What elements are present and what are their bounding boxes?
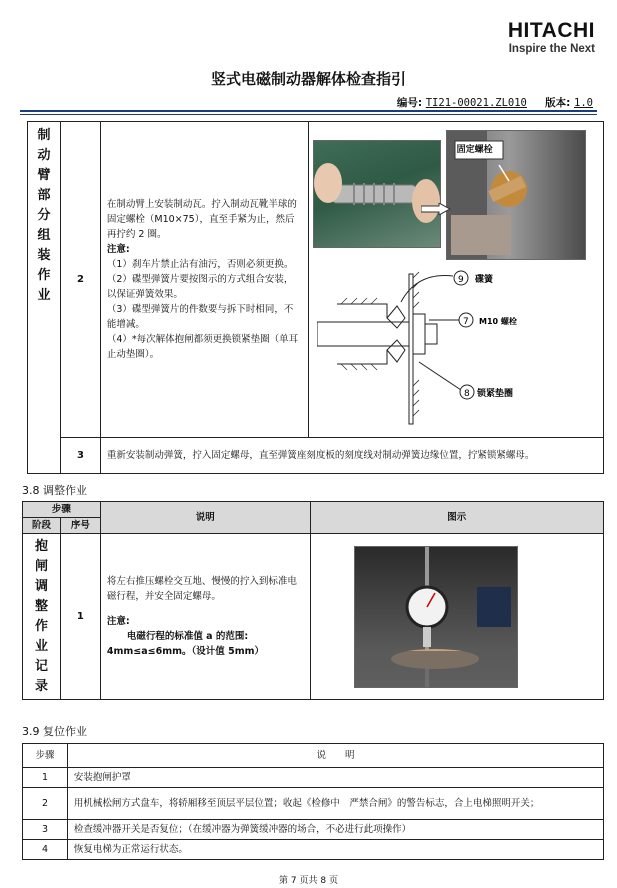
- doc-meta: [397, 95, 593, 110]
- step-number: 4: [23, 840, 68, 860]
- step-number: 1: [23, 768, 68, 788]
- note-title: 注意:: [106, 616, 130, 627]
- dial-gauge-photo: [354, 546, 518, 688]
- note-title: 注意:: [106, 244, 130, 255]
- version-value: 1.0: [574, 97, 593, 109]
- header-rule: [20, 110, 597, 112]
- brand-logo: HITACHI: [507, 19, 595, 42]
- note-item: （2）碟型弹簧片要按图示的方式组合安装，以保证弹簧效果。: [106, 274, 294, 300]
- section-title-3-8: 3.8 调整作业: [22, 484, 87, 497]
- header-rule-thin: [20, 114, 597, 115]
- phase-cell: [23, 534, 61, 700]
- code-value: TI21-00021.ZL010: [425, 97, 527, 109]
- note-item: （1）刹车片禁止沾有油污，否则必须更换。: [106, 259, 294, 270]
- figure-cell: [308, 122, 603, 438]
- callout-8: 8: [463, 389, 470, 399]
- arrow-icon: [421, 203, 451, 215]
- version-label: 版本:: [545, 97, 571, 109]
- header-steps: 步骤: [23, 502, 101, 518]
- brand-block: [508, 20, 595, 55]
- figure-cell: [310, 534, 603, 700]
- step-number: 3: [60, 438, 100, 474]
- step-number: 2: [60, 122, 100, 438]
- label-bolt: M10 螺栓: [478, 317, 517, 326]
- note-item: （3）碟型弹簧片的件数要与拆下时相同，不能增减。: [106, 304, 294, 330]
- phase-cell: [28, 122, 61, 474]
- document-title: 竖式电磁制动器解体检查指引: [210, 70, 406, 88]
- step-number: 2: [23, 788, 68, 820]
- step-text: 在制动臂上安装制动瓦。拧入制动瓦靴半球的固定螺栓（M10×75），直至手紧为止，然后再拧约 2 圈。: [106, 199, 297, 240]
- step-description: 安装抱闸护罩: [67, 768, 603, 788]
- phase-label: 抱闸调整作业记录: [34, 538, 48, 694]
- step-description: 用机械松闸方式盘车，将轿厢移至顶层平层位置；收起《检修中 严禁合闸》的警告标志，合上电梯照明开关；: [67, 788, 603, 820]
- header-phase: 阶段: [23, 518, 61, 534]
- note-line: 4mm≤a≤6mm。（设计值 5mm）: [106, 646, 264, 657]
- label-disc-spring: 碟簧: [474, 275, 493, 285]
- step-number: 3: [23, 820, 68, 840]
- phase-label: 制动臂部分组装作业: [37, 128, 51, 303]
- header-figure: 图示: [310, 502, 603, 534]
- label-lock-washer: 锁紧垫圈: [476, 389, 513, 399]
- step-number: 1: [60, 534, 100, 700]
- callout-9: 9: [457, 275, 464, 285]
- photo-label: 固定螺栓: [456, 145, 493, 155]
- reset-table: [22, 743, 604, 860]
- bolt-photo: [313, 140, 441, 248]
- callout-7: 7: [462, 317, 469, 327]
- step-description: 恢复电梯为正常运行状态。: [67, 840, 603, 860]
- adjust-table: [22, 501, 604, 700]
- note-line: 电磁行程的标准值 a 的范围:: [126, 631, 249, 642]
- step-text: 将左右推压螺栓交互地、慢慢的拧入到标准电磁行程，并安全固定螺母。: [106, 576, 297, 602]
- header-step: 步骤: [23, 744, 68, 768]
- header-description: 说明: [100, 502, 310, 534]
- header-description: 说 明: [67, 744, 603, 768]
- assembly-table: [27, 121, 604, 474]
- step-description: 重新安装制动弹簧，拧入固定螺母，直至弹簧座刻度板的刻度线对制动弹簧边缘位置，拧紧锁紧螺母。: [100, 438, 603, 474]
- code-label: 编号:: [396, 97, 423, 109]
- bolt-photo-art: [314, 141, 440, 247]
- step-description: [100, 122, 308, 438]
- note-item: （4）*每次解体抱闸都须更换锁紧垫圈（单耳止动垫圈）。: [106, 334, 299, 360]
- bolt-assembly-diagram: [317, 266, 597, 432]
- header-seq: 序号: [60, 518, 100, 534]
- page-footer: 第 7 页共 8 页: [279, 876, 338, 886]
- dial-gauge-art: [355, 547, 517, 687]
- brake-photo: [446, 130, 586, 260]
- step-description: 检查缓冲器开关是否复位；（在缓冲器为弹簧缓冲器的场合，不必进行此项操作）: [67, 820, 603, 840]
- brand-tagline: Inspire the Next: [508, 43, 595, 55]
- step-description: [100, 534, 310, 700]
- section-title-3-9: 3.9 复位作业: [22, 725, 87, 738]
